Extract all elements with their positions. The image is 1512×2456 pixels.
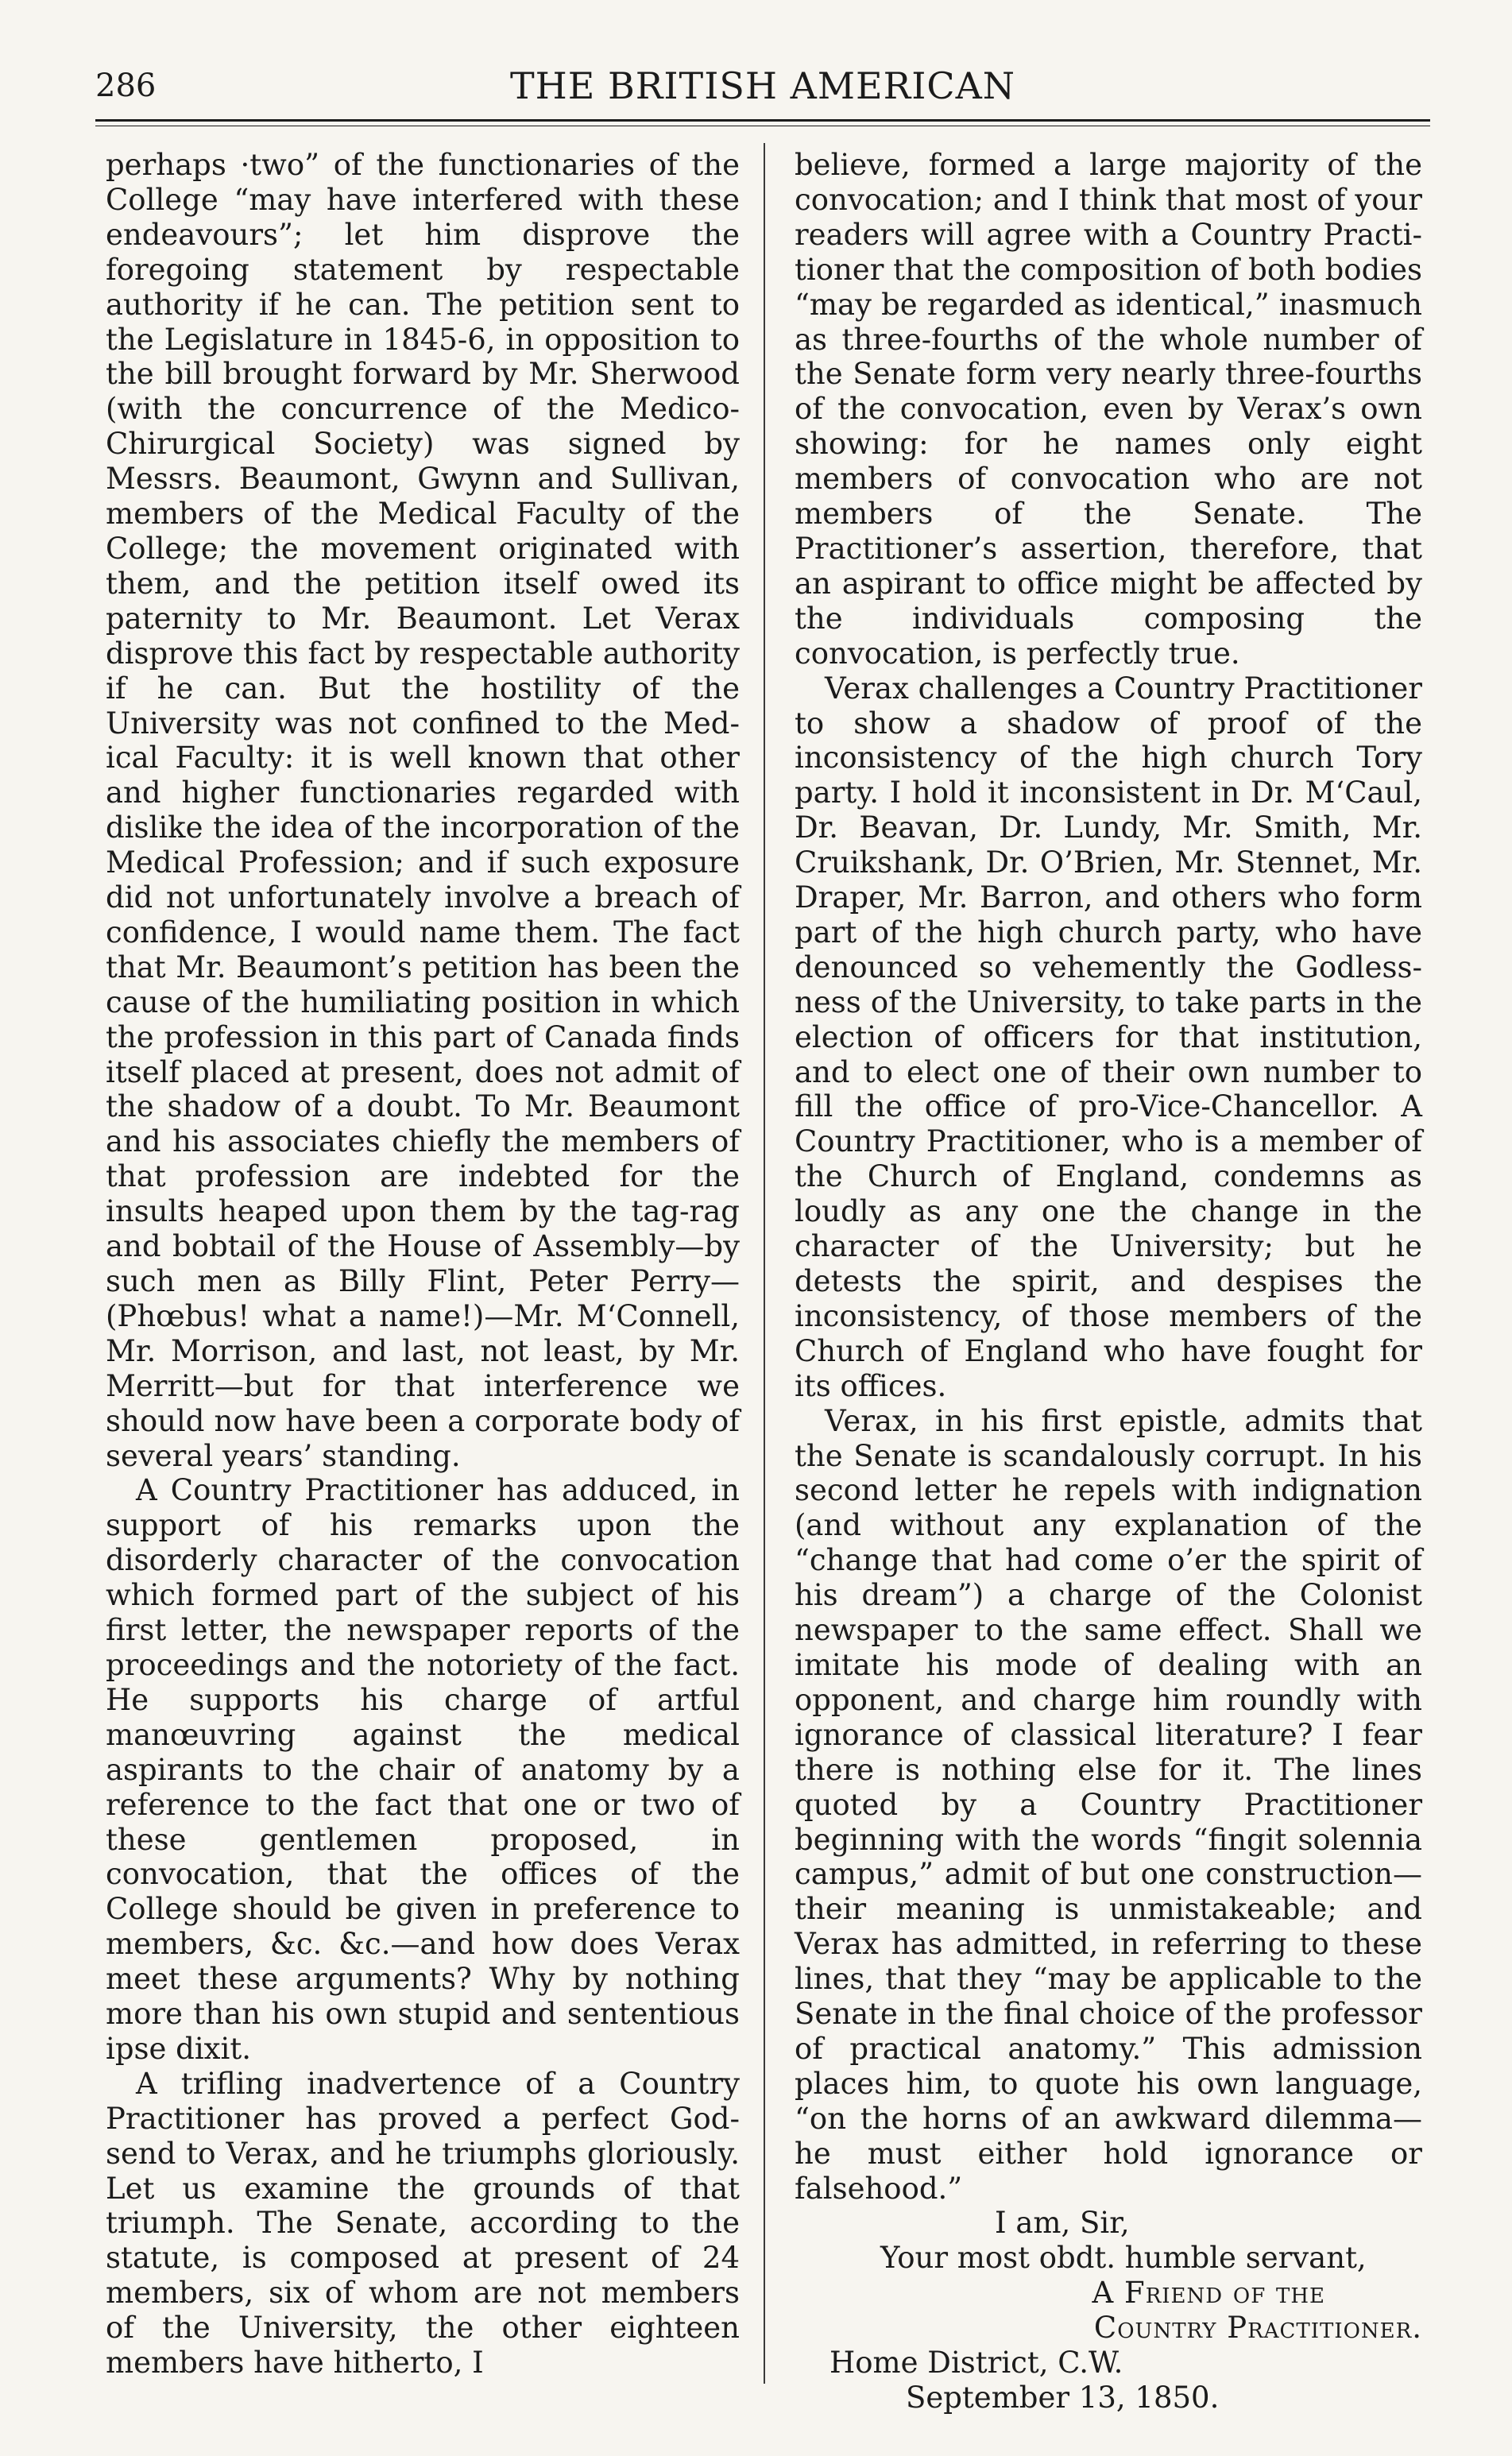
column-divider bbox=[764, 143, 765, 2384]
valediction: Your most obdt. humble servant, bbox=[880, 2241, 1367, 2276]
signature-line: A Friend of the bbox=[1092, 2276, 1325, 2311]
page-header bbox=[95, 62, 1430, 110]
salutation: I am, Sir, bbox=[995, 2206, 1130, 2241]
right-column bbox=[795, 148, 1422, 2415]
paragraph: Verax challenges a Country Practitioner to show a shadow of proof of the inconsistency of the high church Tory party. I hold it inconsistent in Dr. M‘Caul, Dr. Beavan, Dr. Lundy, Mr. Smith, Mr. Cruikshank, Dr. O’Brien, Mr. Stennet, Mr. Draper, Mr. Barron, and others who form part of the high church party, who have denounced so vehemently the Godlessness of the University, to take parts in the election of officers for that institution, and to elect one of their own number to fill the office of pro-Vice-Chancellor. A Country Practitioner, who is a member of the Church of England, condemns as loudly as any one the change in the character of the University; but he detests the spirit, and despises the inconsistency, of those members of the Church of England who have fought for its offices. bbox=[795, 671, 1422, 1403]
left-column bbox=[106, 148, 740, 2381]
paragraph: A trifling inadvertence of a Country Practitioner has proved a perfect God-send to Verax, and he triumphs gloriously. Let us examine the grounds of that triumph. The Senate, according to the statute, is composed at present of 24 members, six of whom are not members of the University, the other eighteen members have hitherto, I bbox=[106, 2066, 740, 2381]
place-line: Home District, C.W. bbox=[829, 2346, 1123, 2381]
paragraph: believe, formed a large majority of the convocation; and I think that most of your readers will agree with a Country Practitioner that the composition of both bodies “may be regarded as identical,” inasmuch as three-fourths of the whole number of the Senate form very nearly three-fourths of the convocation, even by Verax’s own showing: for he names only eight members of convocation who are not members of the Senate. The Practitioner’s assertion, therefore, that an aspirant to office might be affected by the individuals composing the convocation, is perfectly true. bbox=[795, 148, 1422, 671]
date-line: September 13, 1850. bbox=[906, 2381, 1220, 2415]
header-rule bbox=[95, 119, 1430, 122]
paragraph: A Country Practitioner has adduced, in support of his remarks upon the disorderly character of the convocation which formed part of the subject of his first letter, the newspaper reports of the proceedings and the notoriety of the fact. He supports his charge of artful manœuvring against the medical aspirants to the chair of anatomy by a reference to the fact that one or two of these gentlemen proposed, in convocation, that the offices of the College should be given in preference to members, &c. &c.—and how does Verax meet these arguments? Why by nothing more than his own stupid and sententious ipse dixit. bbox=[106, 1473, 740, 2066]
signature-line: Country Practitioner. bbox=[1093, 2311, 1422, 2346]
paragraph: perhaps ·two” of the functionaries of the College “may have interfered with these endeavours”; let him disprove the foregoing statement by respectable authority if he can. The petition sent to the Legislature in 1845-6, in opposition to the bill brought forward by Mr. Sherwood (with the concurrence of the Medico-Chirurgical Society) was signed by Messrs. Beaumont, Gwynn and Sullivan, members of the Medical Faculty of the College; the movement originated with them, and the petition itself owed its paternity to Mr. Beaumont. Let Verax disprove this fact by respectable authority if he can. But the hostility of the University was not confined to the Medical Faculty: it is well known that other and higher functionaries regarded with dislike the idea of the incorporation of the Medical Profession; and if such exposure did not unfortunately involve a breach of confidence, I would name them. The fact that Mr. Beaumont’s petition has been the cause of the humiliating position in which the profession in this part of Canada finds itself placed at present, does not admit of the shadow of a doubt. To Mr. Beaumont and his associates chiefly the members of that profession are indebted for the insults heaped upon them by the tag-rag and bobtail of the House of Assembly—by such men as Billy Flint, Peter Perry—(Phœbus! what a name!)—Mr. M‘Connell, Mr. Morrison, and last, not least, by Mr. Merritt—but for that interference we should now have been a corporate body of several years’ standing. bbox=[106, 148, 740, 1473]
page-number: 286 bbox=[95, 68, 157, 104]
paragraph: Verax, in his first epistle, admits that the Senate is scandalously corrupt. In his second letter he repels with indignation (and without any explanation of the “change that had come o’er the spirit of his dream”) a charge of the Colonist newspaper to the same effect. Shall we imitate his mode of dealing with an opponent, and charge him roundly with ignorance of classical literature? I fear there is nothing else for it. The lines quoted by a Country Practitioner beginning with the words “fingit solennia campus,” admit of but one construction—their meaning is unmistakeable; and Verax has admitted, in referring to these lines, that they “may be applicable to the Senate in the final choice of the professor of practical anatomy.” This admission places him, to quote his own language, “on the horns of an awkward dilemma—he must either hold ignorance or falsehood.” bbox=[795, 1403, 1422, 2206]
letter-closing bbox=[795, 2206, 1422, 2415]
running-title: THE BRITISH AMERICAN bbox=[509, 64, 1016, 107]
